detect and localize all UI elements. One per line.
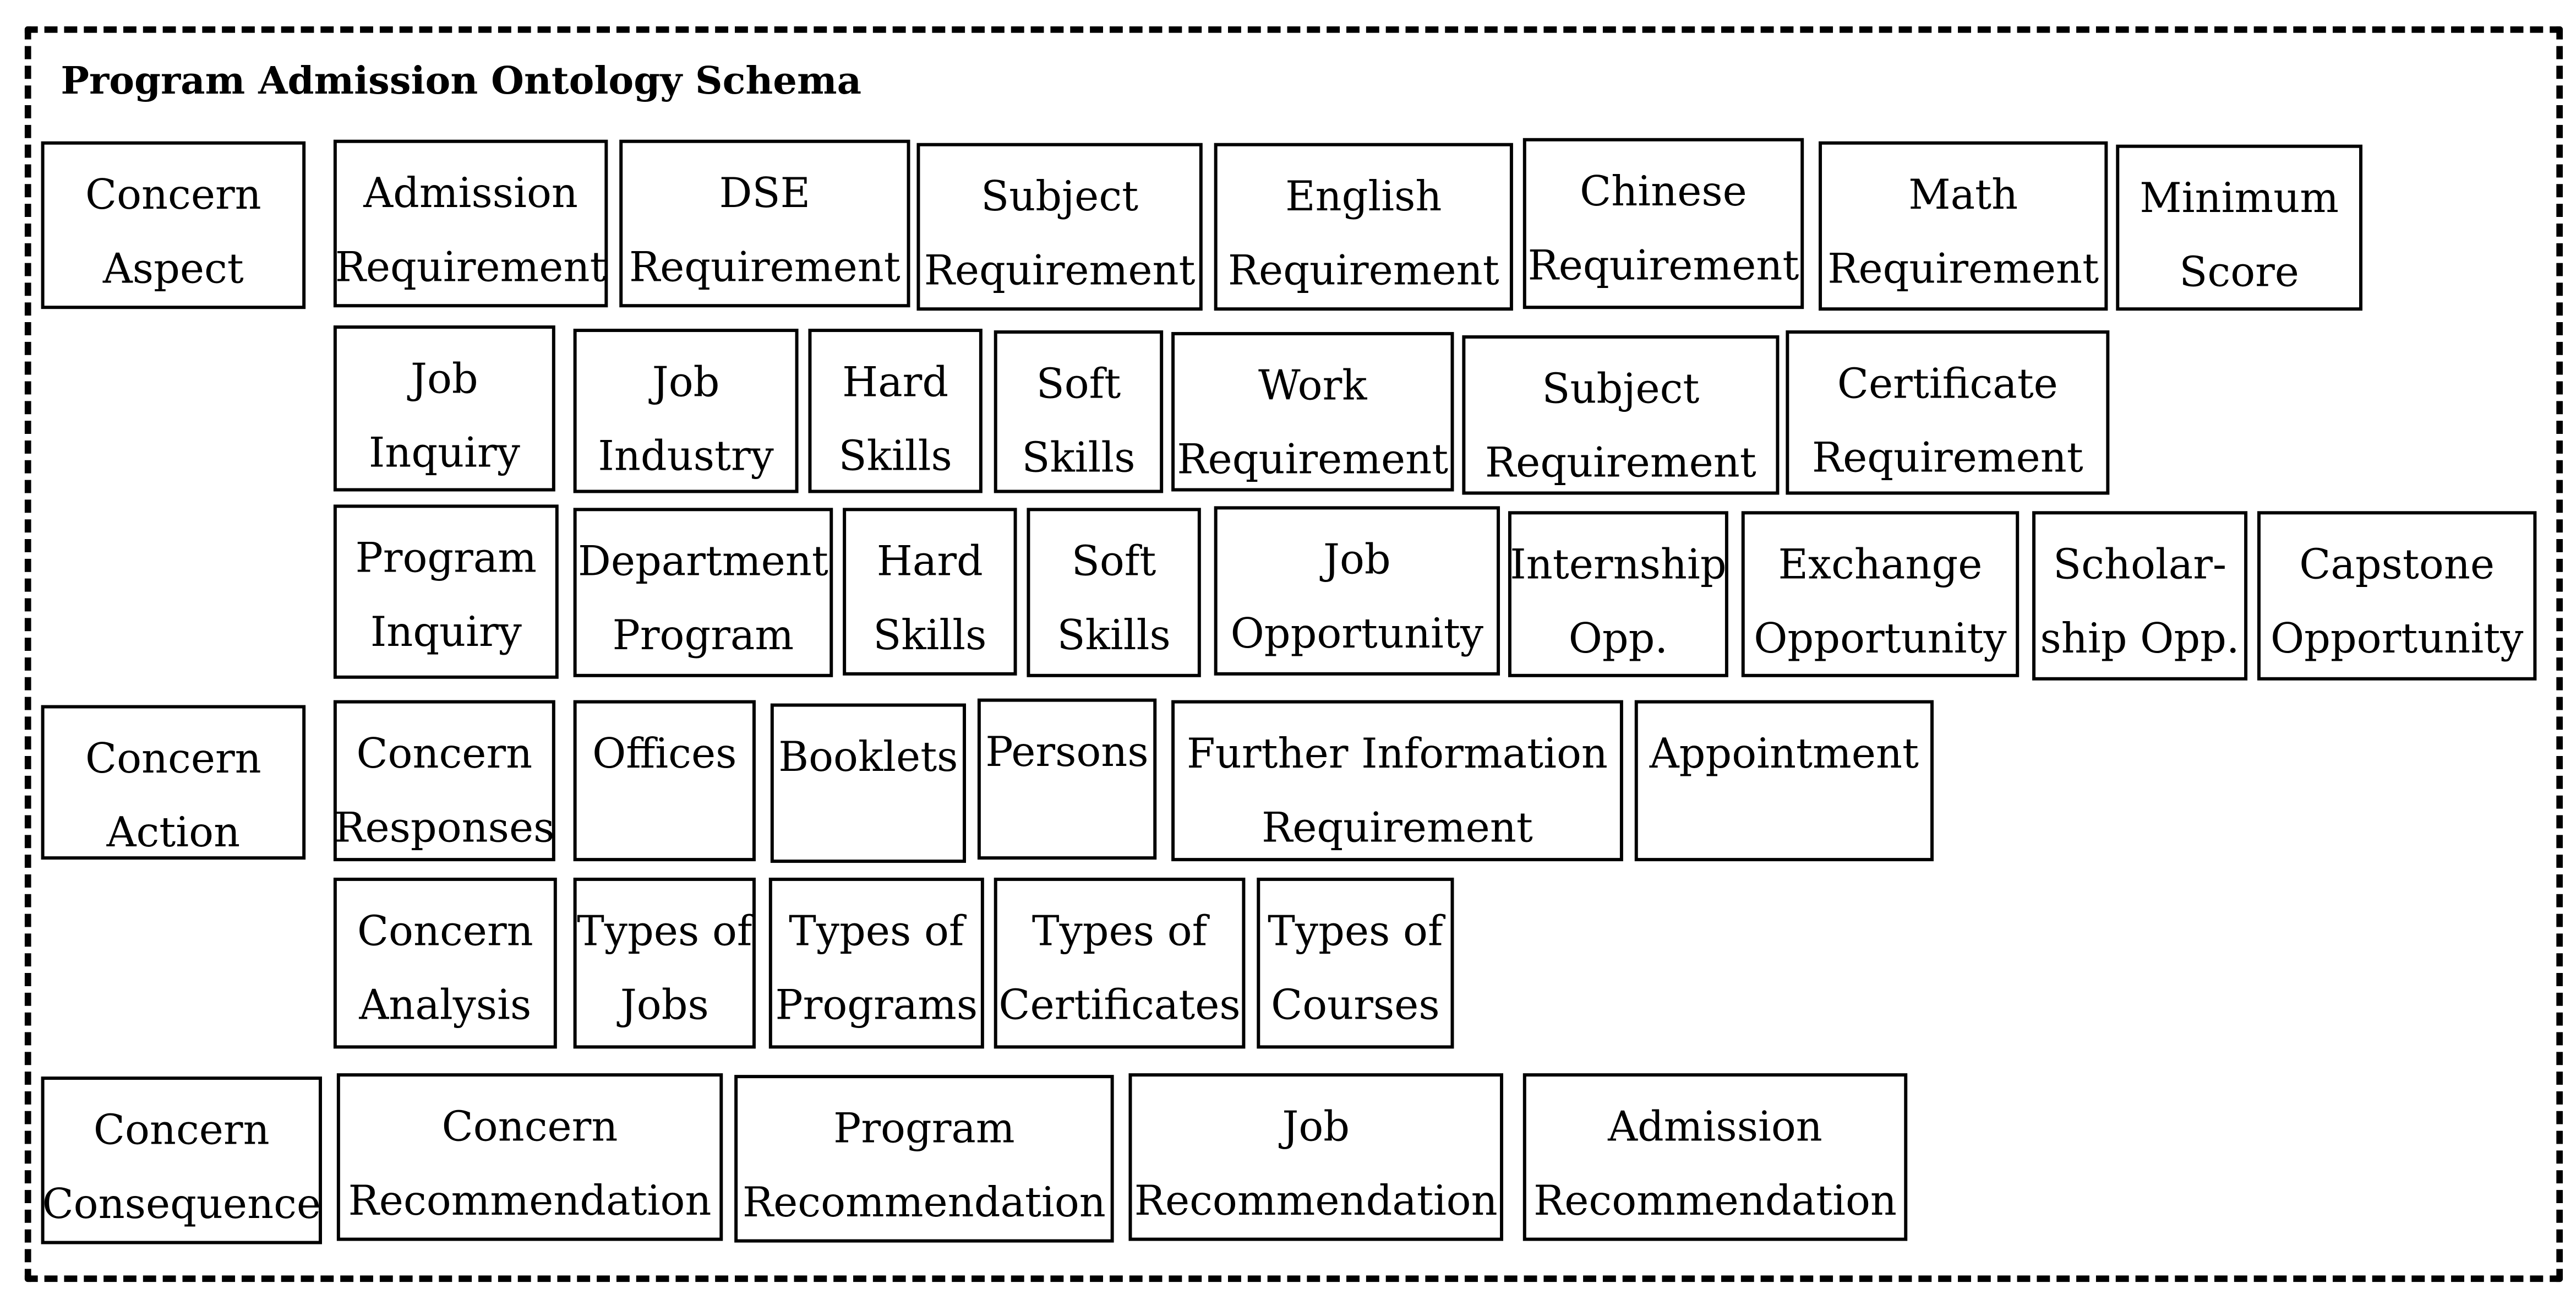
box-label-line: Requirement [1262,803,1533,852]
box-label-line: Concern [357,907,533,955]
box-label-line: Score [2179,248,2299,296]
node-job-inquiry-box [334,325,555,491]
node-internship-opp-box [1508,511,1728,677]
category-concern-action-box [41,705,306,860]
box-label-line: Inquiry [368,429,520,477]
box-label-line: Exchange [1778,541,1983,589]
box-label-line: Concern [93,1106,270,1154]
node-department-program-box [574,508,833,677]
box-label-line: Requirement [1227,246,1499,295]
box-label-line: Recommendation [348,1177,712,1225]
box-label-line: Further Information [1187,730,1608,777]
box-label-line: Concern [441,1102,618,1151]
box-label-line: Requirement [629,243,900,291]
box-label-line: Jobs [620,981,709,1029]
box-label-line: Job [1323,536,1391,584]
category-concern-aspect-box [41,142,306,309]
box-label-line: Analysis [359,981,532,1029]
box-label-line: Hard [876,537,983,585]
box-label-line: Requirement [1177,435,1449,483]
box-label-line: Opp. [1568,615,1668,662]
node-concern-recommendation-box [337,1073,723,1241]
box-label-line: Programs [775,981,978,1029]
box-label-line: Program [612,611,794,659]
node-subject-requirement-box [1462,335,1779,495]
box-label-line: Skills [873,611,987,659]
node-persons-box [978,699,1156,860]
box-label-line: ship Opp. [2040,615,2240,662]
node-booklets-box [771,704,966,863]
box-label-line: Soft [1036,360,1121,408]
box-label-line: Skills [1022,434,1136,482]
node-admission-recommendation-box [1523,1073,1907,1241]
box-label-line: Internship [1510,541,1727,589]
node-hard-skills-box [808,329,982,493]
box-label-line: Persons [985,728,1149,776]
box-label-line: English [1285,172,1442,220]
box-label-line: Requirement [924,246,1196,295]
node-soft-skills-box [1027,508,1200,677]
box-label-line: Appointment [1649,730,1919,777]
box-label-line: Offices [592,730,737,777]
box-label-line: Minimum [2140,174,2339,222]
node-concern-responses-box [334,700,555,862]
box-label-line: Requirement [1827,244,2099,293]
node-dse-requirement-box [619,140,910,307]
node-job-industry-box [574,329,799,493]
box-label-line: Job [652,358,720,406]
box-label-line: Courses [1271,981,1440,1029]
box-label-line: Capstone [2299,541,2495,589]
box-label-line: Requirement [335,243,607,291]
box-label-line: Program [355,534,537,582]
node-subject-requirement-box [916,143,1202,311]
node-types-of-programs-box [769,878,984,1048]
box-label-line: Inquiry [370,608,522,656]
node-job-recommendation-box [1128,1073,1503,1241]
node-program-inquiry-box [334,504,559,678]
box-label-line: Job [1282,1102,1350,1151]
node-scholar-ship-opp-box [2032,511,2247,680]
box-label-line: Skills [1057,611,1171,659]
node-minimum-score-box [2116,145,2362,311]
box-label-line: Consequence [42,1180,321,1228]
box-label-line: Chinese [1580,167,1747,216]
box-label-line: Types of [1268,907,1443,955]
node-english-requirement-box [1214,143,1513,311]
box-label-line: Types of [577,907,752,955]
node-hard-skills-box [843,508,1017,675]
box-label-line: Aspect [102,244,244,293]
box-label-line: Department [578,537,828,585]
category-concern-consequence-box [41,1076,322,1244]
box-label-line: Opportunity [1754,615,2007,662]
node-math-requirement-box [1819,142,2108,311]
box-label-line: Skills [838,432,952,480]
box-label-line: Work [1258,361,1367,410]
node-certificate-requirement-box [1786,330,2109,494]
box-label-line: Requirement [1811,434,2083,482]
box-label-line: DSE [719,169,811,218]
box-label-line: Responses [334,803,555,852]
node-job-opportunity-box [1214,506,1500,675]
node-exchange-opportunity-box [1742,511,2019,677]
box-label-line: Soft [1071,537,1156,585]
box-label-line: Booklets [778,733,958,781]
diagram-title: Program Admission Ontology Schema [61,59,862,104]
box-label-line: Scholar- [2053,541,2227,589]
box-label-line: Requirement [1485,438,1756,487]
box-label-line: Subject [1542,365,1700,413]
node-appointment-box [1635,700,1934,862]
node-chinese-requirement-box [1523,138,1804,309]
box-label-line: Opportunity [1230,610,1484,657]
node-types-of-jobs-box [574,878,756,1048]
box-label-line: Concern [356,730,533,777]
box-label-line: Math [1908,171,2018,219]
box-label-line: Industry [598,432,774,480]
box-label-line: Types of [1032,907,1208,955]
box-label-line: Admission [1608,1102,1822,1151]
box-label-line: Types of [789,907,964,955]
box-label-line: Opportunity [2270,615,2524,662]
box-label-line: Subject [981,172,1139,220]
box-label-line: Action [106,808,241,857]
node-offices-box [574,700,756,862]
box-label-line: Admission [363,169,578,218]
node-concern-analysis-box [334,878,557,1048]
node-further-information-requirement-box [1171,700,1623,862]
box-label-line: Certificates [998,981,1241,1029]
box-label-line: Recommendation [1533,1177,1897,1225]
box-label-line: Hard [842,358,949,406]
box-label-line: Concern [85,735,261,782]
box-label-line: Recommendation [742,1178,1106,1226]
node-admission-requirement-box [334,140,608,307]
box-label-line: Requirement [1527,241,1799,290]
box-label-line: Certificate [1837,360,2058,408]
box-label-line: Recommendation [1134,1177,1498,1225]
node-types-of-certificates-box [994,878,1246,1048]
node-program-recommendation-box [734,1075,1114,1242]
box-label-line: Program [833,1104,1015,1152]
node-work-requirement-box [1171,332,1454,492]
node-types-of-courses-box [1257,878,1454,1048]
box-label-line: Concern [85,171,261,219]
box-label-line: Job [411,355,478,403]
node-soft-skills-box [994,330,1163,493]
node-capstone-opportunity-box [2257,511,2536,680]
